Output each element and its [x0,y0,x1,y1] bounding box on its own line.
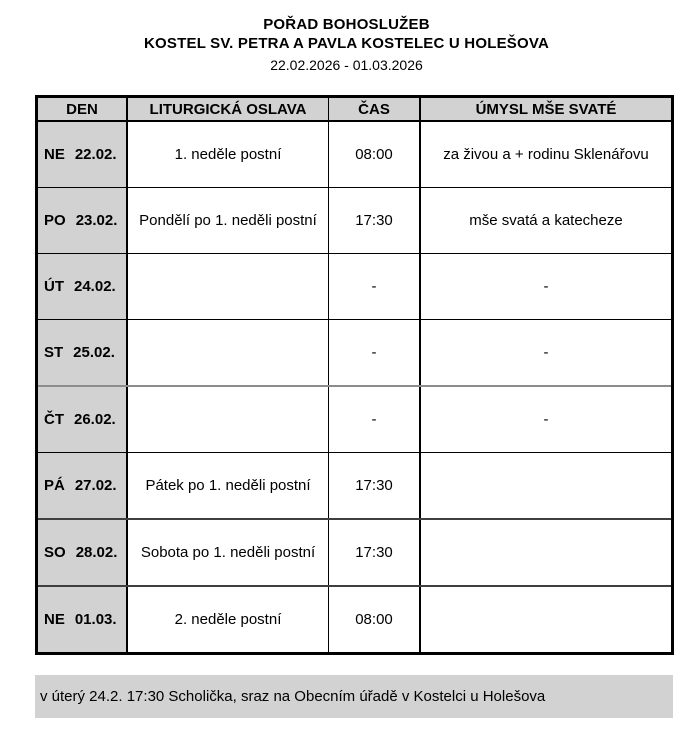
day-date: 23.02. [75,212,118,229]
feast-cell: Pondělí po 1. neděli postní [128,188,329,253]
time-cell: 08:00 [329,122,421,187]
header-cell-den: DEN [38,98,128,120]
day-date: 24.02. [74,278,116,295]
time-cell: - [329,387,421,452]
day-cell [38,122,128,187]
table-row [38,122,671,187]
intention-cell [421,587,671,652]
day-date: 27.02. [74,477,117,494]
day-date: 01.03. [74,611,117,628]
feast-cell: 1. neděle postní [128,122,329,187]
day-cell [38,320,128,385]
header-cell-umysl-mse-svate: ÚMYSL MŠE SVATÉ [421,98,671,120]
table-row [38,319,671,385]
feast-cell [128,387,329,452]
day-date: 28.02. [75,544,118,561]
title-block [0,15,693,75]
time-cell: - [329,254,421,319]
time-cell: - [329,320,421,385]
feast-cell: 2. neděle postní [128,587,329,652]
table-header-row [38,98,671,122]
day-cell [38,188,128,253]
feast-cell [128,320,329,385]
day-abbrev: ČT [44,411,64,428]
day-abbrev: ST [44,344,64,361]
day-date: 26.02. [74,411,116,428]
day-abbrev: ÚT [44,278,64,295]
footer-note: v úterý 24.2. 17:30 Scholička, sraz na Obecním úřadě v Kostelci u Holešova [35,675,673,718]
day-cell [38,453,128,518]
intention-cell: mše svatá a katecheze [469,212,623,229]
table-row [38,518,671,585]
time-cell: 08:00 [329,587,421,652]
table-row [38,585,671,652]
intention-cell [421,453,671,518]
time-cell: 17:30 [329,453,421,518]
time-cell: 17:30 [329,188,421,253]
table-row [38,187,671,253]
table-row [38,385,671,452]
day-cell [38,387,128,452]
schedule-table [35,95,674,655]
table-row [38,253,671,319]
feast-cell: Sobota po 1. neděli postní [128,520,329,585]
intention-cell: - [543,411,549,428]
day-abbrev: SO [44,544,66,561]
intention-cell: za živou a + rodinu Sklenářovu [443,146,649,163]
header-cell-liturgicka-oslava: LITURGICKÁ OSLAVA [128,98,329,120]
day-abbrev: NE [44,611,65,628]
day-cell [38,520,128,585]
table-row [38,452,671,518]
header-cell-cas: ČAS [329,98,421,120]
day-abbrev: PO [44,212,66,229]
feast-cell [128,254,329,319]
intention-cell: - [543,344,549,361]
church-name: KOSTEL SV. PETRA A PAVLA KOSTELEC U HOLEŠOVA [144,35,549,52]
day-cell [38,254,128,319]
page-title: POŘAD BOHOSLUŽEB [263,16,430,33]
day-abbrev: PÁ [44,477,65,494]
intention-cell [421,520,671,585]
day-date: 25.02. [73,344,115,361]
date-range: 22.02.2026 - 01.03.2026 [270,57,423,73]
feast-cell: Pátek po 1. neděli postní [128,453,329,518]
day-cell [38,587,128,652]
intention-cell: - [543,278,549,295]
day-date: 22.02. [74,146,117,163]
time-cell: 17:30 [329,520,421,585]
day-abbrev: NE [44,146,65,163]
